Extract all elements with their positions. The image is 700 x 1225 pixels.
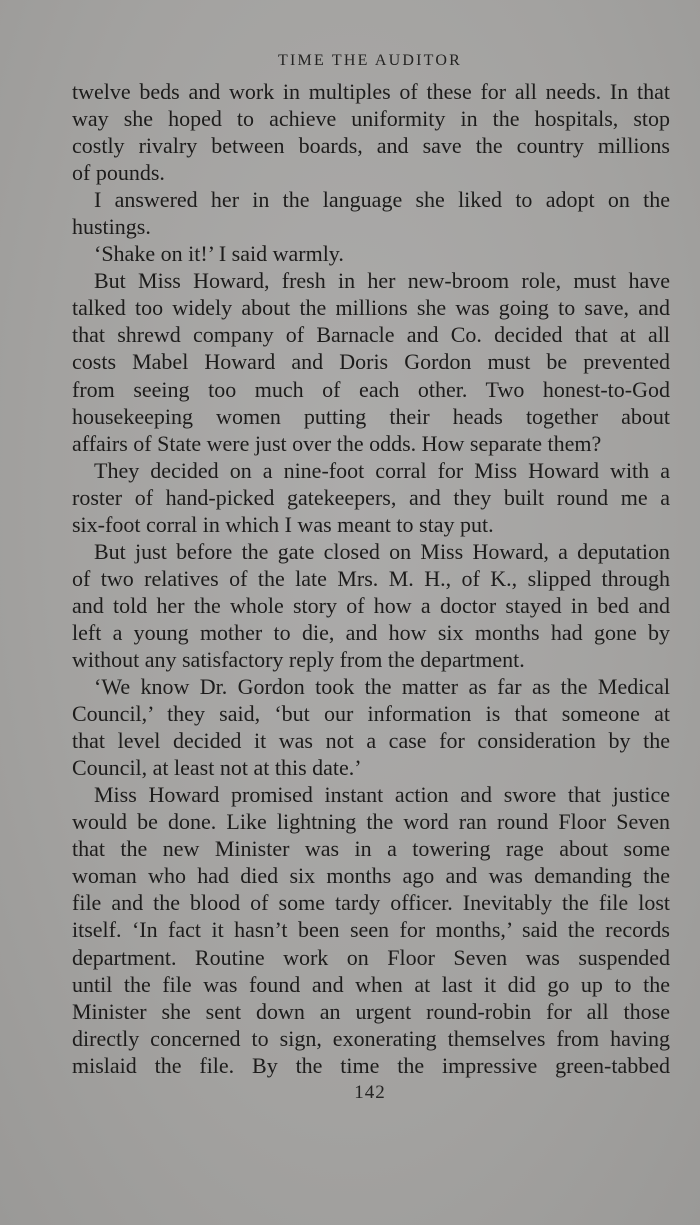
text-line: and told her the whole story of how a doctor stayed in bed and [72, 592, 670, 618]
text-line: ‘Shake on it!’ I said warmly. [94, 241, 344, 267]
text-line: Council, at least not at this date.’ [72, 755, 362, 781]
text-line: twelve beds and work in multiples of these for all needs. In that [72, 79, 670, 104]
text-line: I answered her in the language she liked to adopt on the [94, 187, 670, 213]
running-head: TIME THE AUDITOR [278, 52, 462, 69]
text-line: that shrewd company of Barnacle and Co. decided that at all [72, 322, 670, 348]
text-line: mislaid the file. By the time the impressive green-tabbed [72, 1052, 670, 1078]
body-text [72, 78, 670, 1079]
text-line: left a young mother to die, and how six months had gone by [72, 619, 670, 645]
text-line: Miss Howard promised instant action and swore that justice [94, 782, 670, 808]
text-line: But Miss Howard, fresh in her new-broom role, must have [94, 268, 670, 294]
text-line: talked too widely about the millions she was going to save, and [72, 295, 670, 321]
text-line: Minister she sent down an urgent round-robin for all those [72, 998, 670, 1024]
text-line: Council,’ they said, ‘but our information is that someone at [72, 701, 670, 727]
text-line: without any satisfactory reply from the department. [72, 646, 525, 672]
text-line: of two relatives of the late Mrs. M. H., of K., slipped through [72, 565, 670, 591]
text-line: costly rivalry between boards, and save the country millions [72, 133, 670, 159]
text-line: costs Mabel Howard and Doris Gordon must be prevented [72, 349, 670, 375]
text-line: department. Routine work on Floor Seven was suspended [72, 944, 670, 970]
text-line: itself. ‘In fact it hasn’t been seen for months,’ said the records [72, 917, 670, 943]
text-line: roster of hand-picked gatekeepers, and they built round me a [72, 484, 670, 510]
text-line: way she hoped to achieve uniformity in the hospitals, stop [72, 106, 670, 132]
text-line: from seeing too much of each other. Two honest-to-God [72, 376, 670, 402]
text-line: would be done. Like lightning the word ran round Floor Seven [72, 809, 670, 835]
page-number: 142 [354, 1082, 386, 1103]
text-line: affairs of State were just over the odds. How separate them? [72, 430, 602, 456]
text-line: woman who had died six months ago and was demanding the [72, 863, 670, 889]
text-line: file and the blood of some tardy officer. Inevitably the file lost [72, 890, 670, 916]
text-line: six-foot corral in which I was meant to stay put. [72, 511, 494, 537]
text-line: until the file was found and when at last it did go up to the [72, 971, 670, 997]
text-line: hustings. [72, 214, 151, 240]
text-line: They decided on a nine-foot corral for Miss Howard with a [94, 457, 670, 483]
text-line: But just before the gate closed on Miss Howard, a deputation [94, 538, 670, 564]
text-line: that the new Minister was in a towering rage about some [72, 836, 670, 862]
text-line: ‘We know Dr. Gordon took the matter as far as the Medical [94, 674, 670, 700]
text-line: housekeeping women putting their heads together about [72, 403, 670, 429]
text-line: directly concerned to sign, exonerating themselves from having [72, 1025, 670, 1051]
text-line: that level decided it was not a case for consideration by the [72, 728, 670, 754]
text-line: of pounds. [72, 160, 165, 186]
